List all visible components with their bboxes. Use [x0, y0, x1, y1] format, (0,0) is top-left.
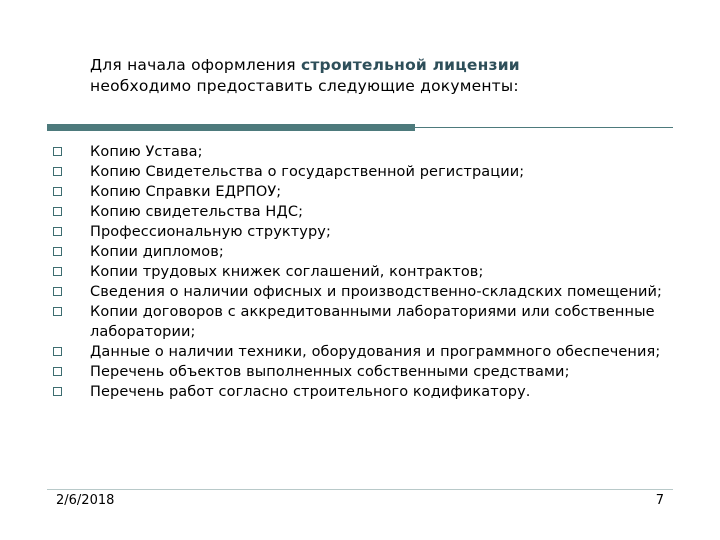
square-bullet-icon	[53, 227, 62, 236]
title-prefix: Для начала оформления	[90, 56, 301, 74]
divider-thin-segment	[415, 127, 673, 128]
square-bullet-icon	[53, 167, 62, 176]
list-item-text: Данные о наличии техники, оборудования и программного обеспечения;	[90, 344, 661, 360]
list-item	[53, 142, 673, 162]
square-bullet-icon	[53, 147, 62, 156]
square-bullet-icon	[53, 187, 62, 196]
square-bullet-icon	[53, 367, 62, 376]
list-item-text: Копию Свидетельства о государственной регистрации;	[90, 164, 525, 180]
list-item	[53, 382, 673, 402]
list-item	[53, 282, 673, 302]
list-item-text: Перечень работ согласно строительного кодификатору.	[90, 384, 531, 400]
title-line-2: необходимо предоставить следующие документы:	[90, 77, 519, 95]
slide-title	[90, 55, 690, 97]
divider-thick-segment	[47, 124, 415, 131]
title-divider	[47, 124, 673, 131]
footer-divider	[47, 489, 673, 490]
list-item-text: Копии трудовых книжек соглашений, контрактов;	[90, 264, 484, 280]
title-highlight: строительной лицензии	[300, 56, 520, 74]
list-item	[53, 302, 673, 342]
square-bullet-icon	[53, 267, 62, 276]
list-item	[53, 262, 673, 282]
list-item	[53, 202, 673, 222]
list-item-text: Профессиональную структуру;	[90, 224, 331, 240]
square-bullet-icon	[53, 247, 62, 256]
page-number: 7	[655, 493, 664, 508]
list-item	[53, 342, 673, 362]
list-item	[53, 362, 673, 382]
list-item-text: Сведения о наличии офисных и производственно-складских помещений;	[90, 284, 662, 300]
list-item-text: Копию Устава;	[90, 144, 203, 160]
list-item	[53, 242, 673, 262]
square-bullet-icon	[53, 387, 62, 396]
list-item	[53, 162, 673, 182]
square-bullet-icon	[53, 347, 62, 356]
list-item-text: Копию Справки ЕДРПОУ;	[90, 184, 282, 200]
title-line-1	[90, 55, 690, 76]
footer-date: 2/6/2018	[56, 493, 115, 508]
square-bullet-icon	[53, 307, 62, 316]
list-item	[53, 222, 673, 242]
list-item-text: Копии дипломов;	[90, 244, 224, 260]
list-item	[53, 182, 673, 202]
square-bullet-icon	[53, 207, 62, 216]
list-item-text: Копию свидетельства НДС;	[90, 204, 304, 220]
square-bullet-icon	[53, 287, 62, 296]
list-item-text: Копии договоров с аккредитованными лабораториями или собственные лаборатории;	[90, 304, 655, 340]
list-item-text: Перечень объектов выполненных собственными средствами;	[90, 364, 570, 380]
document-list	[53, 142, 673, 402]
